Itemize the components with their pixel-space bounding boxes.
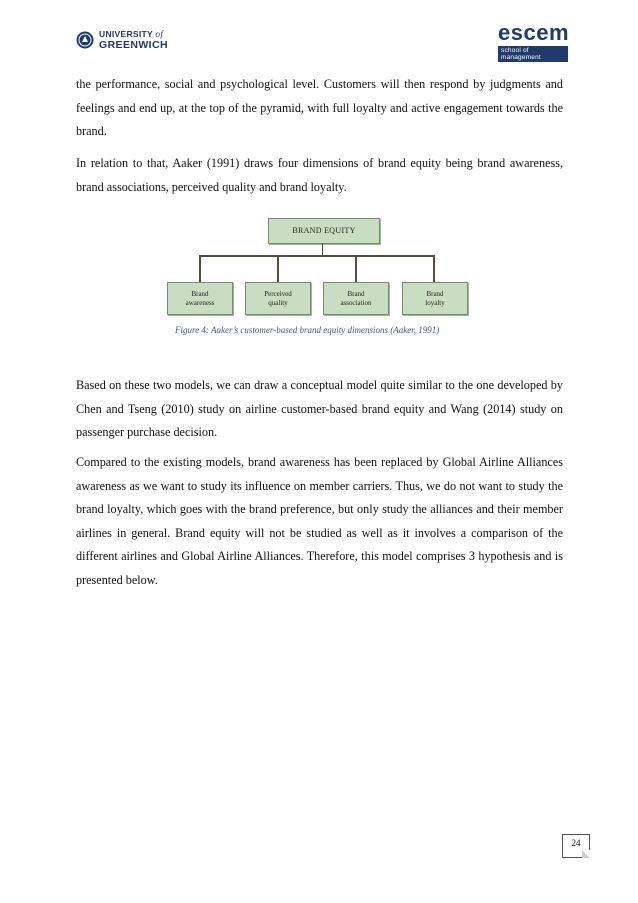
school-subtitle: school of management (498, 46, 568, 62)
box-label-line1: Brand (347, 290, 365, 299)
diagram-child-box (323, 282, 389, 315)
box-label-line2: loyalty (425, 298, 445, 307)
diagram-child-box (402, 282, 468, 315)
connector-child-4 (433, 255, 435, 282)
paragraph-4: Compared to the existing models, brand awareness has been replaced by Global Airline Alliances awareness as we want to study its influence on member carriers. Thus, we do not want to study the brand loyalty, which goes with the brand preference, but only study the alliances and their member airlines in general. Brand equity will not be studied as well as it involves a comparison of the different airlines and Global Airline Alliances. Therefore, this model comprises 3 hypothesis and is presented below. (76, 455, 563, 587)
connector-child-3 (355, 255, 357, 282)
page-number-box (562, 834, 590, 858)
paragraph-3: Based on these two models, we can draw a conceptual model quite similar to the one developed by Chen and Tseng (2010) study on airline customer-based brand equity and Wang (2014) study on passenger purchase decision. (76, 378, 563, 439)
paragraph-2: In relation to that, Aaker (1991) draws four dimensions of brand equity being brand awareness, brand associations, perceived quality and brand loyalty. (76, 156, 563, 194)
university-name-line1: UNIVERSITY (99, 29, 153, 39)
diagram-root-box: BRAND EQUITY (268, 218, 380, 244)
box-label-line2: quality (268, 298, 288, 307)
page-number: 24 (571, 838, 581, 848)
paragraph-1: the performance, social and psychological level. Customers will then respond by judgments and feelings and end up, at the top of the pyramid, with full loyalty and active engagement towards the brand. (76, 77, 563, 138)
diagram-child-box (245, 282, 311, 315)
university-name-line2: GREENWICH (99, 39, 168, 51)
page-fold-icon (582, 850, 590, 858)
connector-horizontal (199, 255, 435, 257)
diagram-child-box (167, 282, 233, 315)
connector-child-1 (199, 255, 201, 282)
school-name: escem (498, 20, 570, 45)
university-name-of: of (155, 29, 164, 39)
box-label-line1: Perceived (264, 290, 292, 299)
figure-caption: Figure 4: Aaker’s customer-based brand equity dimensions (Aaker, 1991) (175, 325, 440, 335)
box-label-line1: Brand (426, 290, 444, 299)
box-label-line1: Brand (191, 290, 209, 299)
box-label-line2: association (340, 298, 372, 307)
connector-child-2 (277, 255, 279, 282)
brand-equity-figure (0, 0, 638, 360)
box-label-line2: awareness (185, 298, 215, 307)
